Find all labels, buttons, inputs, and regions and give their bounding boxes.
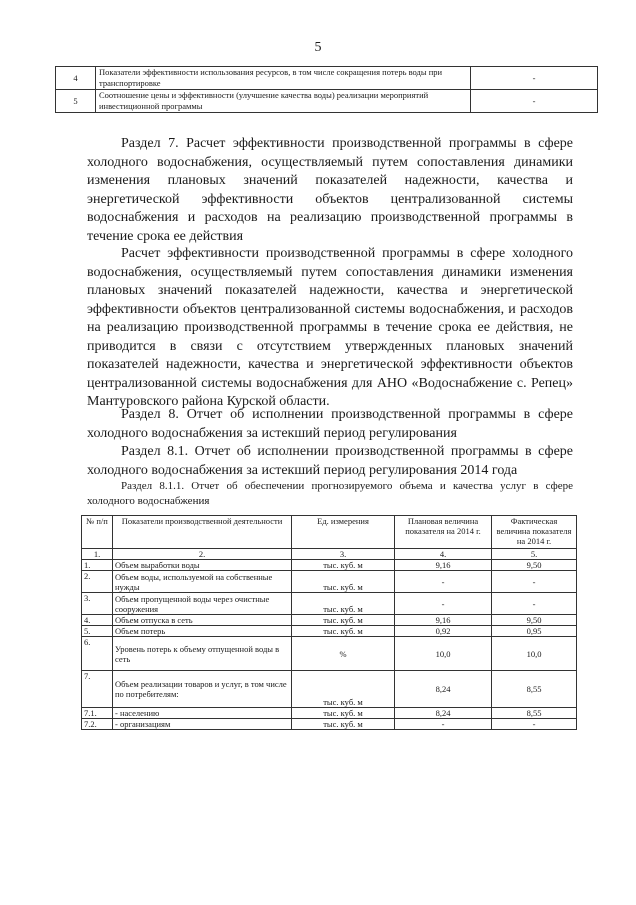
- row-unit: тыс. куб. м: [292, 719, 395, 730]
- row-fact: 10,0: [492, 637, 577, 671]
- row-name: Объем реализации товаров и услуг, в том числе по потребителям:: [113, 671, 292, 708]
- section-8-1-heading: Раздел 8.1. Отчет об исполнении производственной программы в сфере холодного водоснабжения за истекший период регулирования 2014 года: [87, 444, 573, 478]
- row-number: 2.: [82, 571, 113, 593]
- row-name: Объем выработки воды: [113, 560, 292, 571]
- row-unit: %: [292, 637, 395, 671]
- row-unit: тыс. куб. м: [292, 671, 395, 708]
- section-8-1-1-heading: Раздел 8.1.1. Отчет об обеспечении прогнозируемого объема и качества услуг в сфере холодного водоснабжения: [87, 480, 573, 507]
- table-row: [56, 67, 598, 90]
- row-fact: -: [492, 593, 577, 615]
- row-number: 6.: [82, 637, 113, 671]
- table-row: [82, 560, 577, 571]
- row-number: 7.: [82, 671, 113, 708]
- row-unit: тыс. куб. м: [292, 615, 395, 626]
- row-value: -: [471, 90, 598, 113]
- row-plan: 10,0: [395, 637, 492, 671]
- row-name: Объем отпуска в сеть: [113, 615, 292, 626]
- row-fact: -: [492, 571, 577, 593]
- row-fact: 9,50: [492, 615, 577, 626]
- row-number: 7.2.: [82, 719, 113, 730]
- header-number: № п/п: [82, 516, 113, 549]
- index-cell: 3.: [292, 549, 395, 560]
- row-plan: -: [395, 593, 492, 615]
- header-plan: Плановая величина показателя на 2014 г.: [395, 516, 492, 549]
- section-7-heading: Раздел 7. Расчет эффективности производственной программы в сфере холодного водоснабжения, осуществляемый путем сопоставления динамики изменения плановых значений показателей надежности, качества и энергетической эффективности объектов централизованной системы водоснабжения и расходов на реализацию производственной программы в течение срока ее действия: [87, 136, 573, 244]
- row-plan: -: [395, 719, 492, 730]
- table-row: [82, 626, 577, 637]
- row-fact: 8,55: [492, 708, 577, 719]
- header-fact: Фактическая величина показателя на 2014 г.: [492, 516, 577, 549]
- row-number: 4.: [82, 615, 113, 626]
- row-unit: тыс. куб. м: [292, 626, 395, 637]
- section-7-body: Расчет эффективности производственной программы в сфере холодного водоснабжения, осуществляемый путем сопоставления динамики изменения плановых значений показателей надежности, качества и энергетической эффективности объектов централизованной системы водоснабжения, и расходов на реализацию производственной программы в течение срока ее действия, не приводится в связи с отсутствием утвержденных плановых значений показателей надежности, качества и энергетической эффективности объектов централизованной системы водоснабжения для АНО «Водоснабжение с. Репец» Мантуровского района Курской области.: [87, 246, 573, 409]
- row-plan: 8,24: [395, 708, 492, 719]
- table-row: [82, 708, 577, 719]
- row-name: - населению: [113, 708, 292, 719]
- indicators-table: [55, 66, 598, 113]
- page-number: 5: [314, 40, 322, 55]
- header-unit: Ед. измерения: [292, 516, 395, 549]
- row-name: Объем потерь: [113, 626, 292, 637]
- row-number: 5: [56, 90, 96, 113]
- table-row: [82, 719, 577, 730]
- row-plan: 0,92: [395, 626, 492, 637]
- index-cell: 5.: [492, 549, 577, 560]
- index-cell: 1.: [82, 549, 113, 560]
- row-text: Соотношение цены и эффективности (улучшение качества воды) реализации мероприятий инвестиционной программы: [96, 90, 471, 113]
- index-cell: 4.: [395, 549, 492, 560]
- row-text: Показатели эффективности использования ресурсов, в том числе сокращения потерь воды при транспортировке: [96, 67, 471, 90]
- row-unit: тыс. куб. м: [292, 708, 395, 719]
- section-8-heading: Раздел 8. Отчет об исполнении производственной программы в сфере холодного водоснабжения за истекший период регулирования: [87, 407, 573, 441]
- row-number: 1.: [82, 560, 113, 571]
- row-number: 7.1.: [82, 708, 113, 719]
- table-row: [82, 593, 577, 615]
- row-number: 4: [56, 67, 96, 90]
- row-plan: 9,16: [395, 615, 492, 626]
- row-fact: 8,55: [492, 671, 577, 708]
- header-indicator: Показатели производственной деятельности: [113, 516, 292, 549]
- row-name: Уровень потерь к объему отпущенной воды в сеть: [113, 637, 292, 671]
- row-value: -: [471, 67, 598, 90]
- row-unit: тыс. куб. м: [292, 593, 395, 615]
- table-row: [82, 571, 577, 593]
- row-fact: 0,95: [492, 626, 577, 637]
- table-row: [56, 90, 598, 113]
- table-row: [82, 615, 577, 626]
- row-name: Объем воды, используемой на собственные нужды: [113, 571, 292, 593]
- table-index-row: [82, 549, 577, 560]
- row-plan: 8,24: [395, 671, 492, 708]
- table-header-row: [82, 516, 577, 549]
- row-fact: 9,50: [492, 560, 577, 571]
- row-plan: -: [395, 571, 492, 593]
- service-volume-table: [81, 515, 577, 730]
- row-fact: -: [492, 719, 577, 730]
- table-row: [82, 671, 577, 708]
- row-name: - организациям: [113, 719, 292, 730]
- row-unit: тыс. куб. м: [292, 571, 395, 593]
- row-plan: 9,16: [395, 560, 492, 571]
- row-number: 3.: [82, 593, 113, 615]
- table-row: [82, 637, 577, 671]
- index-cell: 2.: [113, 549, 292, 560]
- row-number: 5.: [82, 626, 113, 637]
- row-unit: тыс. куб. м: [292, 560, 395, 571]
- row-name: Объем пропущенной воды через очистные сооружения: [113, 593, 292, 615]
